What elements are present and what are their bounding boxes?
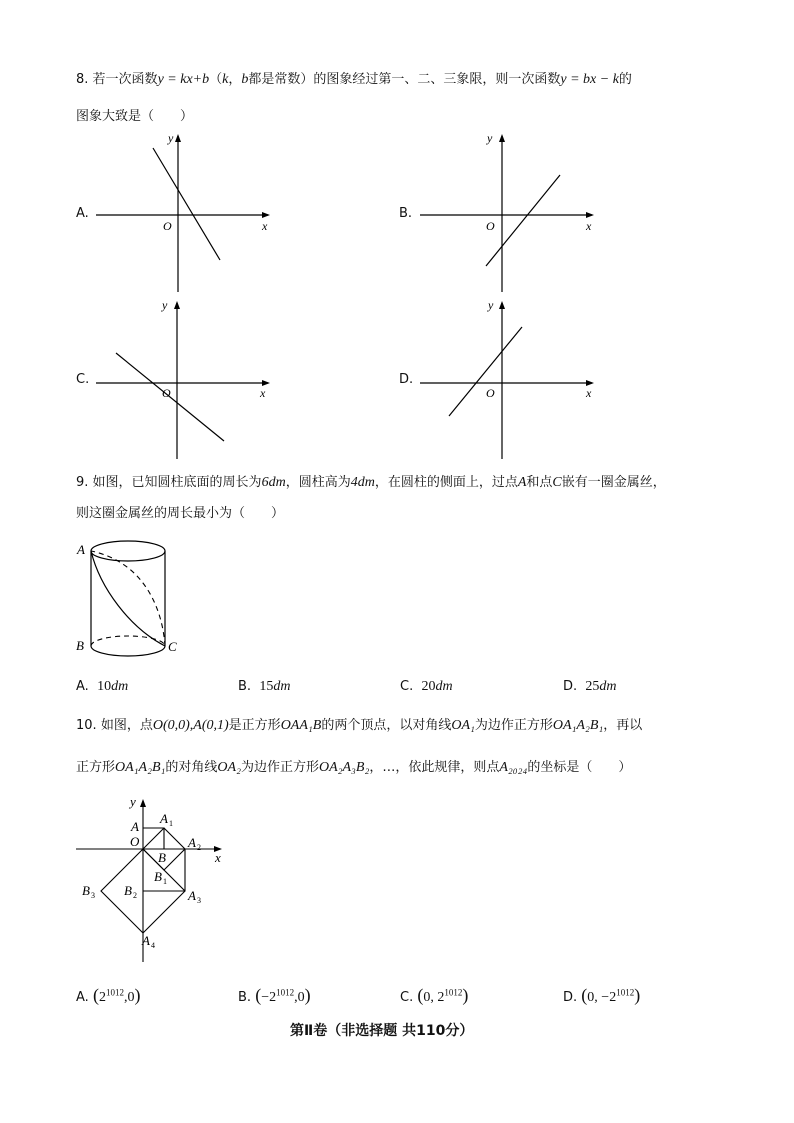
q9-text-2: ，圆柱高为: [285, 475, 351, 490]
q10-fig-y: y: [130, 794, 136, 809]
q8-b-x-label: x: [586, 219, 592, 233]
q10-choice-c-exp: 1012: [444, 987, 463, 998]
q9-text-4: 和点: [526, 475, 553, 490]
q10-choice-d-exp: 1012: [616, 987, 635, 998]
q8-d-x-label: x: [586, 386, 592, 400]
q9-text-1: 如图，已知圆柱底面的周长为: [92, 475, 262, 490]
q10-text-5: ，再以: [603, 718, 643, 733]
q10-fig-a4-sub: 4: [151, 941, 155, 950]
q10-choice-b-close: ): [304, 985, 311, 1005]
q10-fig-a2: A: [188, 835, 196, 850]
q10-fig-b3-sub: 3: [91, 891, 95, 900]
q9-fig-label-a: A: [77, 542, 85, 557]
q9-height: 4dm: [350, 475, 375, 490]
q10-choice-c-label: C.: [400, 990, 414, 1005]
q8-text-1: 若一次函数: [92, 72, 158, 87]
q9-line1: [76, 471, 666, 491]
q10-fig-b1: B: [154, 869, 162, 884]
q10-choice-c-open: (: [417, 985, 424, 1005]
q9-point-a: A: [517, 475, 527, 490]
q8-a-x-label: x: [262, 219, 268, 233]
q8-a-origin: O: [163, 219, 172, 233]
q9-choice-b-unit: dm: [273, 679, 291, 694]
q9-choice-b-num: 15: [259, 679, 274, 694]
q10-text-1: 如图，点: [100, 718, 153, 733]
q8-line2: 图象大致是（ ）: [76, 109, 194, 124]
q10-choice-c-a: 0, 2: [423, 990, 445, 1005]
q8-text-3: 都是常数）的图象经过第一、二、三象限，则一次函数: [248, 72, 561, 87]
q8-comma: ，: [228, 72, 242, 87]
q10-choice-d-label: D.: [563, 990, 578, 1005]
q10-choice-c-close: ): [462, 985, 469, 1005]
q9-choice-d-unit: dm: [599, 679, 617, 694]
q8-option-a: A.: [76, 206, 89, 221]
q10-text-3: 的两个顶点，以对角线: [321, 718, 452, 733]
q10-l2-text-d: ，…，依此规律，则点: [369, 760, 500, 775]
q8-c-y-label: y: [162, 298, 168, 312]
q10-fig-o: O: [130, 834, 140, 849]
q10-fig-b: B: [158, 850, 166, 865]
q9-choice-c-num: 20: [421, 679, 436, 694]
q10-choice-a-b: ,0: [123, 990, 135, 1005]
q9-line2: 则这圈金属丝的周长最小为（ ）: [76, 506, 285, 521]
q10-text-2: 是正方形: [228, 718, 281, 733]
q10-choice-c: [400, 985, 468, 1006]
q9-cylinder-figure: [70, 533, 190, 663]
q9-text-5: 嵌有一圈金属丝，: [561, 475, 666, 490]
q9-choice-a-unit: dm: [111, 679, 129, 694]
q10-choice-d: [563, 985, 640, 1006]
q9-choice-d-num: 25: [585, 679, 600, 694]
q10-number: 10.: [76, 718, 97, 733]
q8-b: b: [241, 72, 249, 87]
q8-paren: （: [209, 72, 223, 87]
q9-choice-c-unit: dm: [435, 679, 453, 694]
q10-fig-a1-sub: 1: [169, 819, 173, 828]
q10-choice-b-a: −2: [261, 990, 277, 1005]
q10-line1: [76, 714, 642, 734]
section-title: 第Ⅱ卷（非选择题 共110分）: [290, 1023, 474, 1039]
q9-choice-c: [400, 679, 453, 695]
q10-l2-text-a: 正方形: [76, 760, 116, 775]
q10-choice-d-open: (: [581, 985, 588, 1005]
q10-diagonal-2: OA₂: [217, 760, 241, 775]
q9-fig-label-b: B: [76, 638, 84, 653]
q10-choice-b-open: (: [255, 985, 262, 1005]
q10-point-o: O(0,0): [152, 718, 190, 733]
q9-choice-a-label: A.: [76, 679, 89, 694]
q10-fig-a1: A: [160, 811, 168, 826]
q8-option-c: C.: [76, 372, 90, 387]
q8-text-4: 的: [618, 72, 632, 87]
q9-choice-a: [76, 679, 128, 695]
q10-fig-a4: A: [142, 933, 150, 948]
q9-number: 9.: [76, 475, 89, 490]
q10-fig-a: A: [131, 819, 139, 834]
q9-fig-label-c: C: [168, 639, 177, 654]
q10-fig-b3: B: [82, 883, 90, 898]
q10-choice-a-a: 2: [98, 990, 106, 1005]
q10-choice-b: [238, 985, 311, 1006]
q10-choice-d-a: 0, −2: [587, 990, 617, 1005]
q10-diagonal-1: OA₁: [451, 718, 475, 733]
q10-choice-a: [76, 985, 140, 1006]
q10-square-3: OA₂A₃B₂: [318, 760, 370, 775]
q9-choice-d: [563, 679, 617, 695]
q8-graph-d: [420, 297, 600, 462]
q9-choice-b-label: B.: [238, 679, 252, 694]
q10-fig-a3-sub: 3: [197, 896, 201, 905]
q10-choice-a-open: (: [92, 985, 99, 1005]
q10-square-1: OAA₁B: [280, 718, 322, 733]
q10-line2: [76, 756, 631, 776]
q9-choice-c-label: C.: [400, 679, 414, 694]
q10-fig-x: x: [215, 850, 221, 865]
q10-choice-a-close: ): [134, 985, 141, 1005]
q10-target-point: A₂₀₂₄: [499, 760, 528, 775]
q8-number: 8.: [76, 72, 89, 87]
q8-line1: [76, 68, 632, 88]
q9-circumference: 6dm: [261, 475, 286, 490]
q8-c-x-label: x: [260, 386, 266, 400]
q10-point-a: A(0,1): [193, 718, 229, 733]
q10-fig-b1-sub: 1: [163, 877, 167, 886]
q8-formula-2: y = bx − k: [560, 72, 619, 87]
q10-square-2b: OA₁A₂B₁: [115, 760, 166, 775]
q8-option-d: D.: [399, 372, 414, 387]
q10-text-4: 为边作正方形: [474, 718, 553, 733]
q8-graph-c: [96, 297, 276, 462]
q10-choice-b-exp: 1012: [276, 987, 295, 998]
q8-b-y-label: y: [487, 131, 493, 145]
q10-square-2: OA₁A₂B₁: [552, 718, 604, 733]
q10-choice-a-exp: 1012: [105, 987, 124, 998]
q9-choice-a-num: 10: [97, 679, 112, 694]
q8-d-origin: O: [486, 386, 495, 400]
q8-k: k: [222, 72, 229, 87]
q10-choice-d-close: ): [634, 985, 641, 1005]
q9-text-3: ，在圆柱的侧面上，过点: [374, 475, 518, 490]
q9-choice-d-label: D.: [563, 679, 578, 694]
q10-fig-b2: B: [124, 883, 132, 898]
q9-choice-b: [238, 679, 290, 695]
q8-c-origin: O: [162, 386, 171, 400]
q10-square-spiral-figure: [72, 790, 232, 965]
q10-fig-b2-sub: 2: [133, 891, 137, 900]
q8-a-y-label: y: [168, 131, 174, 145]
q9-point-c: C: [552, 475, 562, 490]
q8-b-origin: O: [486, 219, 495, 233]
q10-choice-a-label: A.: [76, 990, 89, 1005]
q10-choice-b-b: ,0: [294, 990, 305, 1005]
q8-graph-b: [420, 130, 600, 295]
q8-graph-a: [96, 130, 276, 295]
q10-l2-text-c: 为边作正方形: [240, 760, 319, 775]
q10-l2-text-e: 的坐标是（ ）: [527, 760, 632, 775]
q8-formula-1: y = kx+b: [157, 72, 210, 87]
q10-fig-a3: A: [188, 888, 196, 903]
q10-choice-b-label: B.: [238, 990, 252, 1005]
q8-option-b: B.: [399, 206, 413, 221]
q10-fig-a2-sub: 2: [197, 843, 201, 852]
q8-d-y-label: y: [488, 298, 494, 312]
q10-sep: ,: [189, 718, 194, 733]
q10-l2-text-b: 的对角线: [165, 760, 218, 775]
